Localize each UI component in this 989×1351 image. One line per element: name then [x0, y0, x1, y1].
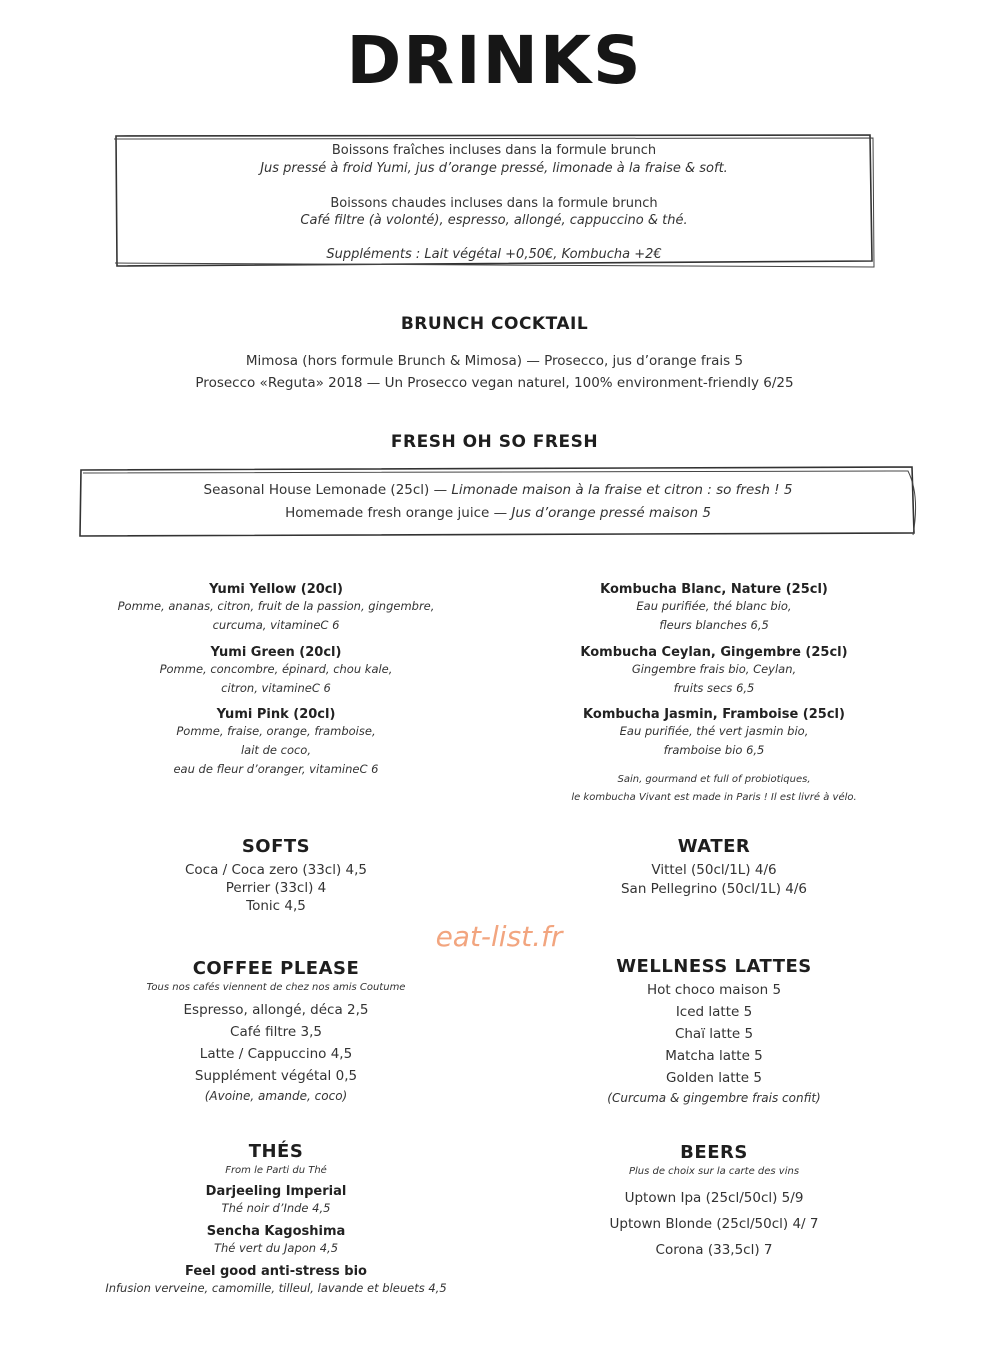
coffee-heading: COFFEE PLEASE: [192, 958, 360, 979]
softs-heading: SOFTS: [241, 836, 311, 857]
wellness-section: [514, 956, 914, 1108]
list-item: [86, 1264, 466, 1298]
tea-name: Darjeeling Imperial: [205, 1184, 347, 1199]
list-item: Supplément végétal 0,5: [194, 1068, 358, 1084]
drink-desc: citron, vitamineC 6: [221, 681, 331, 695]
drink-desc: Pomme, fraise, orange, framboise,: [176, 724, 376, 738]
fresh-heading: FRESH OH SO FRESH: [390, 432, 599, 452]
list-item: Coca / Coca zero (33cl) 4,5: [184, 862, 368, 878]
coffee-section: [86, 958, 466, 1106]
tea-desc: Thé vert du Japon 4,5: [213, 1241, 339, 1255]
list-item: Uptown Ipa (25cl/50cl) 5/9: [624, 1190, 804, 1206]
wellness-sub-note: (Curcuma & gingembre frais confit): [607, 1091, 821, 1105]
water-section: [514, 836, 914, 899]
tea-desc: Infusion verveine, camomille, tilleul, lavande et bleuets 4,5: [105, 1281, 447, 1295]
list-item: Espresso, allongé, déca 2,5: [183, 1002, 369, 1018]
tea-desc: Thé noir d’Inde 4,5: [221, 1201, 331, 1215]
list-item: Vittel (50cl/1L) 4/6: [651, 862, 777, 878]
hot-drinks-items: Café filtre (à volonté), espresso, allongé, cappuccino & thé.: [300, 213, 688, 228]
list-item: [86, 1184, 466, 1218]
list-item: Latte / Cappuccino 4,5: [199, 1046, 353, 1062]
list-item: Perrier (33cl) 4: [225, 880, 327, 896]
yumi-list: [86, 582, 466, 779]
list-item: Matcha latte 5: [665, 1048, 763, 1064]
drink-desc: curcuma, vitamineC 6: [212, 618, 340, 632]
kombucha-list: [514, 582, 914, 807]
list-item: [514, 707, 914, 771]
list-item: Iced latte 5: [675, 1004, 753, 1020]
list-item: [86, 645, 466, 707]
list-item: Hot choco maison 5: [646, 982, 782, 998]
prosecco-line: Prosecco «Reguta» 2018 — Un Prosecco vegan naturel, 100% environment-friendly 6/25: [195, 375, 794, 391]
cold-drinks-heading: Boissons fraîches incluses dans la formule brunch: [331, 143, 657, 158]
coffee-note: Tous nos cafés viennent de chez nos amis Coutume: [146, 982, 406, 993]
drink-name: Kombucha Blanc, Nature (25cl): [600, 582, 828, 597]
drink-desc: Pomme, concombre, épinard, chou kale,: [159, 662, 393, 676]
drink-desc: fruits secs 6,5: [673, 681, 755, 695]
mimosa-line: Mimosa (hors formule Brunch & Mimosa) — Prosecco, jus d’orange frais 5: [245, 353, 744, 369]
water-heading: WATER: [677, 836, 751, 857]
list-item: Golden latte 5: [666, 1070, 762, 1086]
list-item: Corona (33,5cl) 7: [655, 1242, 773, 1258]
tea-name: Sencha Kagoshima: [206, 1224, 346, 1239]
list-item: Chaï latte 5: [674, 1026, 754, 1042]
drink-desc: Eau purifiée, thé vert jasmin bio,: [619, 724, 809, 738]
coffee-sub-note: (Avoine, amande, coco): [204, 1089, 348, 1103]
drink-desc: Pomme, ananas, citron, fruit de la passion, gingembre,: [117, 599, 435, 613]
list-item: [514, 582, 914, 645]
list-item: [514, 645, 914, 707]
list-item: Café filtre 3,5: [230, 1024, 322, 1040]
drink-desc: Eau purifiée, thé blanc bio,: [636, 599, 792, 613]
brunch-formula-box: [112, 133, 876, 271]
list-item: [86, 582, 466, 645]
drink-desc: eau de fleur d’oranger, vitamineC 6: [173, 762, 379, 776]
softs-section: [86, 836, 466, 915]
drink-desc: framboise bio 6,5: [663, 743, 765, 757]
drink-desc: Gingembre frais bio, Ceylan,: [631, 662, 797, 676]
drink-name: Yumi Yellow (20cl): [209, 582, 343, 597]
drink-desc: lait de coco,: [240, 743, 311, 757]
list-item: San Pellegrino (50cl/1L) 4/6: [620, 881, 807, 897]
hot-drinks-heading: Boissons chaudes incluses dans la formule brunch: [330, 196, 658, 211]
wellness-heading: WELLNESS LATTES: [616, 956, 812, 977]
list-item: Tonic 4,5: [246, 898, 306, 914]
beers-heading: BEERS: [680, 1142, 748, 1163]
beers-note: Plus de choix sur la carte des vins: [628, 1166, 800, 1177]
drink-name: Kombucha Jasmin, Framboise (25cl): [583, 707, 845, 722]
fresh-box: [78, 465, 918, 539]
thes-note: From le Parti du Thé: [225, 1165, 327, 1176]
drink-name: Kombucha Ceylan, Gingembre (25cl): [580, 645, 848, 660]
beers-section: [514, 1142, 914, 1263]
drink-desc: fleurs blanches 6,5: [659, 618, 769, 632]
thes-heading: THÉS: [248, 1141, 304, 1162]
cold-drinks-items: Jus pressé à froid Yumi, jus d’orange pressé, limonade à la fraise & soft.: [260, 161, 728, 176]
drink-name: Yumi Green (20cl): [210, 645, 342, 660]
drink-name: Yumi Pink (20cl): [216, 707, 336, 722]
supplements-text: Suppléments : Lait végétal +0,50€, Kombucha +2€: [326, 247, 662, 262]
list-item: [86, 1224, 466, 1258]
tea-name: Feel good anti-stress bio: [185, 1264, 367, 1279]
watermark: eat-list.fr: [435, 920, 563, 953]
thes-section: [86, 1141, 466, 1298]
list-item: [86, 707, 466, 779]
page-title: DRINKS: [346, 22, 643, 99]
list-item: Uptown Blonde (25cl/50cl) 4/ 7: [609, 1216, 819, 1232]
orange-juice-line: Homemade fresh orange juice — Jus d’orange pressé maison 5: [285, 505, 711, 521]
hand-drawn-box-outline: [78, 465, 918, 539]
lemonade-line: Seasonal House Lemonade (25cl) — Limonade maison à la fraise et citron : so fresh ! 5: [203, 482, 793, 498]
brunch-cocktail-heading: BRUNCH COCKTAIL: [400, 314, 589, 334]
kombucha-note: Sain, gourmand et full of probiotiques,: [617, 774, 811, 785]
kombucha-note: le kombucha Vivant est made in Paris ! Il est livré à vélo.: [571, 792, 857, 803]
